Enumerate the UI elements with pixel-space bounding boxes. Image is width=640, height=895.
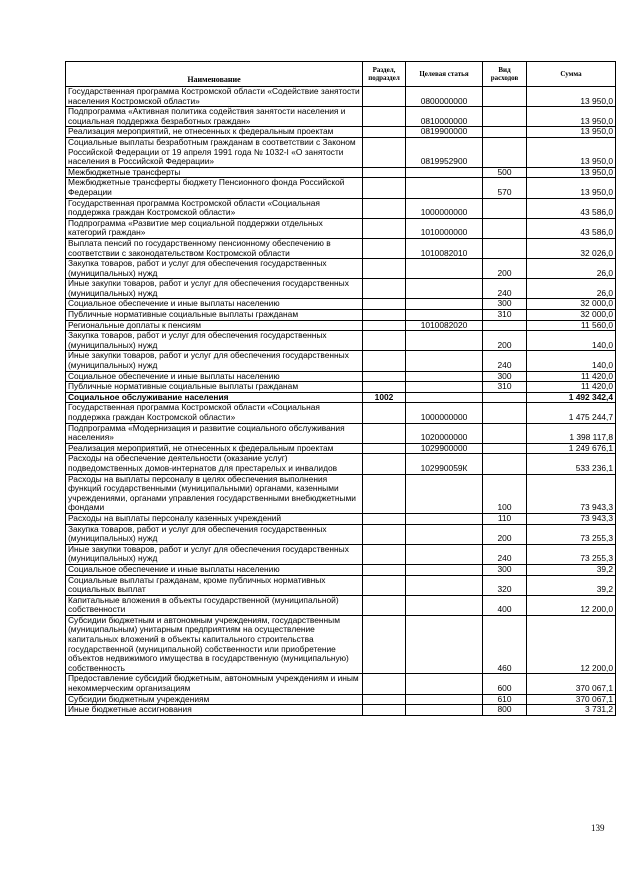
row-section	[363, 382, 406, 393]
table-row	[66, 87, 616, 107]
row-target: 0819900000	[406, 127, 483, 138]
row-section	[363, 299, 406, 310]
row-expense: 240	[483, 351, 527, 371]
row-expense	[483, 218, 527, 238]
row-sum: 13 950,0	[527, 167, 616, 178]
table-row	[66, 107, 616, 127]
row-sum: 73 255,3	[527, 544, 616, 564]
row-sum: 26,0	[527, 279, 616, 299]
row-expense: 300	[483, 371, 527, 382]
table-row	[66, 513, 616, 524]
row-name: Подпрограмма «Модернизация и развитие социального обслуживания населения»	[66, 423, 363, 443]
row-section	[363, 320, 406, 331]
row-sum: 73 943,3	[527, 513, 616, 524]
header-sum: Сумма	[527, 62, 616, 87]
row-target: 0819952900	[406, 137, 483, 167]
row-target	[406, 279, 483, 299]
row-section	[363, 544, 406, 564]
row-name: Иные закупки товаров, работ и услуг для обеспечения государственных (муниципальных) нужд	[66, 351, 363, 371]
row-section	[363, 371, 406, 382]
row-section	[363, 615, 406, 674]
row-target	[406, 575, 483, 595]
row-target: 0800000000	[406, 87, 483, 107]
row-name: Социальное обеспечение и иные выплаты населению	[66, 299, 363, 310]
row-target	[406, 474, 483, 513]
row-expense: 110	[483, 513, 527, 524]
row-sum: 11 420,0	[527, 382, 616, 393]
table-row	[66, 423, 616, 443]
row-sum: 1 398 117,8	[527, 423, 616, 443]
row-section	[363, 351, 406, 371]
row-name: Закупка товаров, работ и услуг для обеспечения государственных (муниципальных) нужд	[66, 331, 363, 351]
row-expense: 460	[483, 615, 527, 674]
row-sum: 39,2	[527, 575, 616, 595]
row-target	[406, 524, 483, 544]
row-sum: 13 950,0	[527, 107, 616, 127]
row-target	[406, 595, 483, 615]
table-row	[66, 351, 616, 371]
row-name: Социальные выплаты безработным гражданам в соответствии с Законом Российской Федерации от 19 апреля 1991 года № 1032-I «О занятости населения в Российской Федерации»	[66, 137, 363, 167]
table-row	[66, 331, 616, 351]
row-section	[363, 137, 406, 167]
row-sum: 11 560,0	[527, 320, 616, 331]
table-row	[66, 371, 616, 382]
row-sum: 12 200,0	[527, 595, 616, 615]
budget-table	[65, 61, 616, 716]
page-number: 139	[591, 823, 605, 833]
row-name: Публичные нормативные социальные выплаты гражданам	[66, 310, 363, 321]
row-sum: 13 950,0	[527, 87, 616, 107]
row-name: Публичные нормативные социальные выплаты гражданам	[66, 382, 363, 393]
row-sum: 13 950,0	[527, 127, 616, 138]
row-name: Капитальные вложения в объекты государственной (муниципальной) собственности	[66, 595, 363, 615]
row-expense: 100	[483, 474, 527, 513]
row-section	[363, 674, 406, 694]
row-name: Социальные выплаты гражданам, кроме публичных нормативных социальных выплат	[66, 575, 363, 595]
row-name: Социальное обеспечение и иные выплаты населению	[66, 371, 363, 382]
row-name: Расходы на выплаты персоналу казенных учреждений	[66, 513, 363, 524]
row-target	[406, 371, 483, 382]
row-expense: 320	[483, 575, 527, 595]
row-target	[406, 705, 483, 716]
row-sum: 43 586,0	[527, 198, 616, 218]
row-section: 1002	[363, 392, 406, 403]
row-sum: 73 943,3	[527, 474, 616, 513]
row-target	[406, 564, 483, 575]
table-row	[66, 474, 616, 513]
row-target	[406, 259, 483, 279]
row-name: Социальное обеспечение и иные выплаты населению	[66, 564, 363, 575]
row-section	[363, 279, 406, 299]
row-section	[363, 87, 406, 107]
row-sum: 1 475 244,7	[527, 403, 616, 423]
row-sum: 370 067,1	[527, 694, 616, 705]
row-section	[363, 513, 406, 524]
row-target: 1029900000	[406, 443, 483, 454]
row-name: Реализация мероприятий, не отнесенных к федеральным проектам	[66, 127, 363, 138]
row-target: 1010000000	[406, 218, 483, 238]
table-row	[66, 279, 616, 299]
table-row	[66, 443, 616, 454]
row-expense: 500	[483, 167, 527, 178]
row-expense: 240	[483, 544, 527, 564]
table-body	[66, 87, 616, 716]
row-target: 1010082020	[406, 320, 483, 331]
row-sum: 1 492 342,4	[527, 392, 616, 403]
row-name: Закупка товаров, работ и услуг для обеспечения государственных (муниципальных) нужд	[66, 259, 363, 279]
row-expense	[483, 238, 527, 258]
row-target	[406, 544, 483, 564]
table-header-row	[66, 62, 616, 87]
row-section	[363, 423, 406, 443]
row-name: Субсидии бюджетным и автономным учреждениям, государственным (муниципальным) унитарным предприятиям на осуществление капитальных вложений в объекты капитального строительства государственной (муниципальной) собственности или приобретение объектов недвижимого имущества в государственную (муниципальную) собственность	[66, 615, 363, 674]
row-section	[363, 705, 406, 716]
row-target	[406, 674, 483, 694]
table-row	[66, 178, 616, 198]
row-expense	[483, 403, 527, 423]
row-expense	[483, 107, 527, 127]
table-row	[66, 310, 616, 321]
row-section	[363, 694, 406, 705]
table-row	[66, 403, 616, 423]
row-expense: 200	[483, 331, 527, 351]
row-name: Закупка товаров, работ и услуг для обеспечения государственных (муниципальных) нужд	[66, 524, 363, 544]
row-section	[363, 595, 406, 615]
row-name: Иные закупки товаров, работ и услуг для обеспечения государственных (муниципальных) нужд	[66, 279, 363, 299]
header-expense: Вид расходов	[483, 62, 527, 87]
row-expense: 300	[483, 564, 527, 575]
table-row	[66, 238, 616, 258]
table-row	[66, 564, 616, 575]
table-row	[66, 167, 616, 178]
row-expense	[483, 198, 527, 218]
row-expense	[483, 443, 527, 454]
row-sum: 533 236,1	[527, 454, 616, 474]
row-target	[406, 310, 483, 321]
row-sum: 140,0	[527, 331, 616, 351]
row-expense	[483, 423, 527, 443]
row-sum: 32 026,0	[527, 238, 616, 258]
table-row	[66, 615, 616, 674]
row-expense: 310	[483, 310, 527, 321]
row-expense: 600	[483, 674, 527, 694]
row-section	[363, 575, 406, 595]
row-name: Расходы на выплаты персоналу в целях обеспечения выполнения функций государственными (муниципальными) органами, казенными учреждениями, органами управления государственными внебюджетными фондами	[66, 474, 363, 513]
table-row	[66, 320, 616, 331]
row-section	[363, 474, 406, 513]
row-expense: 400	[483, 595, 527, 615]
row-section	[363, 259, 406, 279]
table-row	[66, 127, 616, 138]
row-name: Предоставление субсидий бюджетным, автономным учреждениям и иным некоммерческим организациям	[66, 674, 363, 694]
table-row	[66, 382, 616, 393]
row-sum: 140,0	[527, 351, 616, 371]
table-row	[66, 595, 616, 615]
row-section	[363, 198, 406, 218]
row-sum: 3 731,2	[527, 705, 616, 716]
row-sum: 32 000,0	[527, 299, 616, 310]
row-name: Государственная программа Костромской области «Содействие занятости населения Костромской области»	[66, 87, 363, 107]
header-target: Целевая статья	[406, 62, 483, 87]
row-expense	[483, 392, 527, 403]
row-expense: 800	[483, 705, 527, 716]
row-target: 1000000000	[406, 198, 483, 218]
row-expense: 200	[483, 259, 527, 279]
row-expense: 310	[483, 382, 527, 393]
row-target	[406, 178, 483, 198]
row-name: Расходы на обеспечение деятельности (оказание услуг) подведомственных домов-интернатов для престарелых и инвалидов	[66, 454, 363, 474]
row-name: Субсидии бюджетным учреждениям	[66, 694, 363, 705]
row-target: 1010082010	[406, 238, 483, 258]
row-target	[406, 331, 483, 351]
row-target	[406, 382, 483, 393]
row-section	[363, 238, 406, 258]
row-section	[363, 331, 406, 351]
table-row	[66, 705, 616, 716]
table-row	[66, 137, 616, 167]
row-name: Подпрограмма «Развитие мер социальной поддержки отдельных категорий граждан»	[66, 218, 363, 238]
row-target: 1020000000	[406, 423, 483, 443]
row-sum: 13 950,0	[527, 137, 616, 167]
row-section	[363, 403, 406, 423]
row-target	[406, 513, 483, 524]
row-expense	[483, 127, 527, 138]
row-target	[406, 694, 483, 705]
row-section	[363, 443, 406, 454]
table-row	[66, 259, 616, 279]
table-row	[66, 674, 616, 694]
row-name: Межбюджетные трансферты бюджету Пенсионного фонда Российской Федерации	[66, 178, 363, 198]
row-sum: 39,2	[527, 564, 616, 575]
row-sum: 26,0	[527, 259, 616, 279]
row-target	[406, 351, 483, 371]
table-row	[66, 575, 616, 595]
table-row	[66, 218, 616, 238]
row-section	[363, 310, 406, 321]
row-expense: 300	[483, 299, 527, 310]
row-expense: 570	[483, 178, 527, 198]
table-row	[66, 544, 616, 564]
header-name: Наименование	[66, 62, 363, 87]
row-sum: 12 200,0	[527, 615, 616, 674]
row-sum: 1 249 676,1	[527, 443, 616, 454]
row-expense	[483, 87, 527, 107]
row-sum: 32 000,0	[527, 310, 616, 321]
row-target: 1000000000	[406, 403, 483, 423]
table-row	[66, 694, 616, 705]
table-row	[66, 392, 616, 403]
row-section	[363, 107, 406, 127]
row-name: Региональные доплаты к пенсиям	[66, 320, 363, 331]
row-expense: 610	[483, 694, 527, 705]
row-sum: 11 420,0	[527, 371, 616, 382]
row-name: Иные бюджетные ассигнования	[66, 705, 363, 716]
row-section	[363, 564, 406, 575]
row-name: Выплата пенсий по государственному пенсионному обеспечению в соответствии с законодательством Костромской области	[66, 238, 363, 258]
row-target: 0810000000	[406, 107, 483, 127]
row-name: Иные закупки товаров, работ и услуг для обеспечения государственных (муниципальных) нужд	[66, 544, 363, 564]
table-row	[66, 524, 616, 544]
row-name: Государственная программа Костромской области «Социальная поддержка граждан Костромской области»	[66, 198, 363, 218]
row-section	[363, 127, 406, 138]
row-section	[363, 167, 406, 178]
header-section: Раздел, подраздел	[363, 62, 406, 87]
budget-table-sheet	[65, 61, 615, 716]
table-row	[66, 299, 616, 310]
row-expense: 240	[483, 279, 527, 299]
row-target	[406, 615, 483, 674]
row-name: Межбюджетные трансферты	[66, 167, 363, 178]
row-expense	[483, 137, 527, 167]
table-row	[66, 198, 616, 218]
row-section	[363, 178, 406, 198]
row-section	[363, 218, 406, 238]
row-target	[406, 392, 483, 403]
row-expense: 200	[483, 524, 527, 544]
row-sum: 13 950,0	[527, 178, 616, 198]
row-name: Государственная программа Костромской области «Социальная поддержка граждан Костромской области»	[66, 403, 363, 423]
row-section	[363, 524, 406, 544]
row-expense	[483, 454, 527, 474]
row-target: 102990059К	[406, 454, 483, 474]
row-section	[363, 454, 406, 474]
table-row	[66, 454, 616, 474]
row-target	[406, 167, 483, 178]
row-sum: 43 586,0	[527, 218, 616, 238]
row-name: Подпрограмма «Активная политика содействия занятости населения и социальная поддержка безработных граждан»	[66, 107, 363, 127]
row-sum: 73 255,3	[527, 524, 616, 544]
row-name: Реализация мероприятий, не отнесенных к федеральным проектам	[66, 443, 363, 454]
row-sum: 370 067,1	[527, 674, 616, 694]
row-target	[406, 299, 483, 310]
row-name: Социальное обслуживание населения	[66, 392, 363, 403]
row-expense	[483, 320, 527, 331]
